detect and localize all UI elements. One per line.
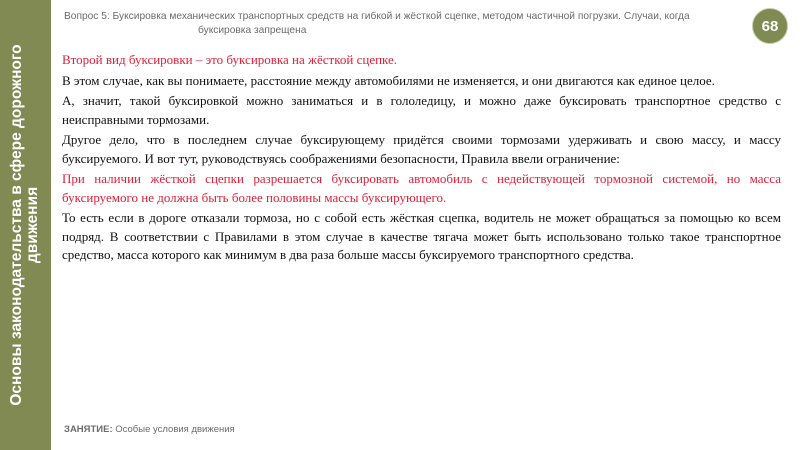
page-number-badge: 68 <box>752 8 788 44</box>
footer-label: ЗАНЯТИЕ: <box>64 424 113 435</box>
footer-value: Особые условия движения <box>115 424 235 435</box>
paragraph-3: Другое дело, что в последнем случае буксирующему придётся своими тормозами удерживать и свою массу, и массу буксируемого. И вот тут, руководствуясь соображениями безопасности, Правила ввели ограничение: <box>62 132 781 166</box>
header-line-2: буксировка запрещена <box>198 25 307 36</box>
header-line-1: Вопрос 5: Буксировка механических транспортных средств на гибкой и жёсткой сцепке, методом частичной погрузки. Случаи, когда <box>64 11 690 22</box>
paragraph-1: В этом случае, как вы понимаете, расстояние между автомобилями не изменяется, и они двигаются как единое целое. <box>62 72 715 88</box>
slide-content <box>62 51 781 267</box>
paragraph-2: А, значит, такой буксировкой можно заниматься и в гололедицу, и можно даже буксировать транспортное средство с неисправными тормозами. <box>62 93 781 127</box>
paragraph-4: То есть если в дороге отказали тормоза, но с собой есть жёсткая сцепка, водитель не может обращаться за помощью ко всем подряд. В соответствии с Правилами в этом случае в качестве тягача может быть использовано только такое транспортное средство, масса которого как минимум в два раза больше массы буксируемого транспортного средства. <box>62 210 781 262</box>
slide-footer <box>64 424 235 435</box>
sidebar-title: Основы законодательства в сфере дорожного движения <box>8 44 41 406</box>
slide-header <box>64 10 744 38</box>
rule-paragraph: При наличии жёсткой сцепки разрешается буксировать автомобиль с недействующей тормозной системой, но масса буксируемого не должна быть более половины массы буксирующего. <box>62 171 781 205</box>
sidebar <box>0 0 51 450</box>
content-heading: Второй вид буксировки – это буксировка на жёсткой сцепке. <box>62 52 398 67</box>
